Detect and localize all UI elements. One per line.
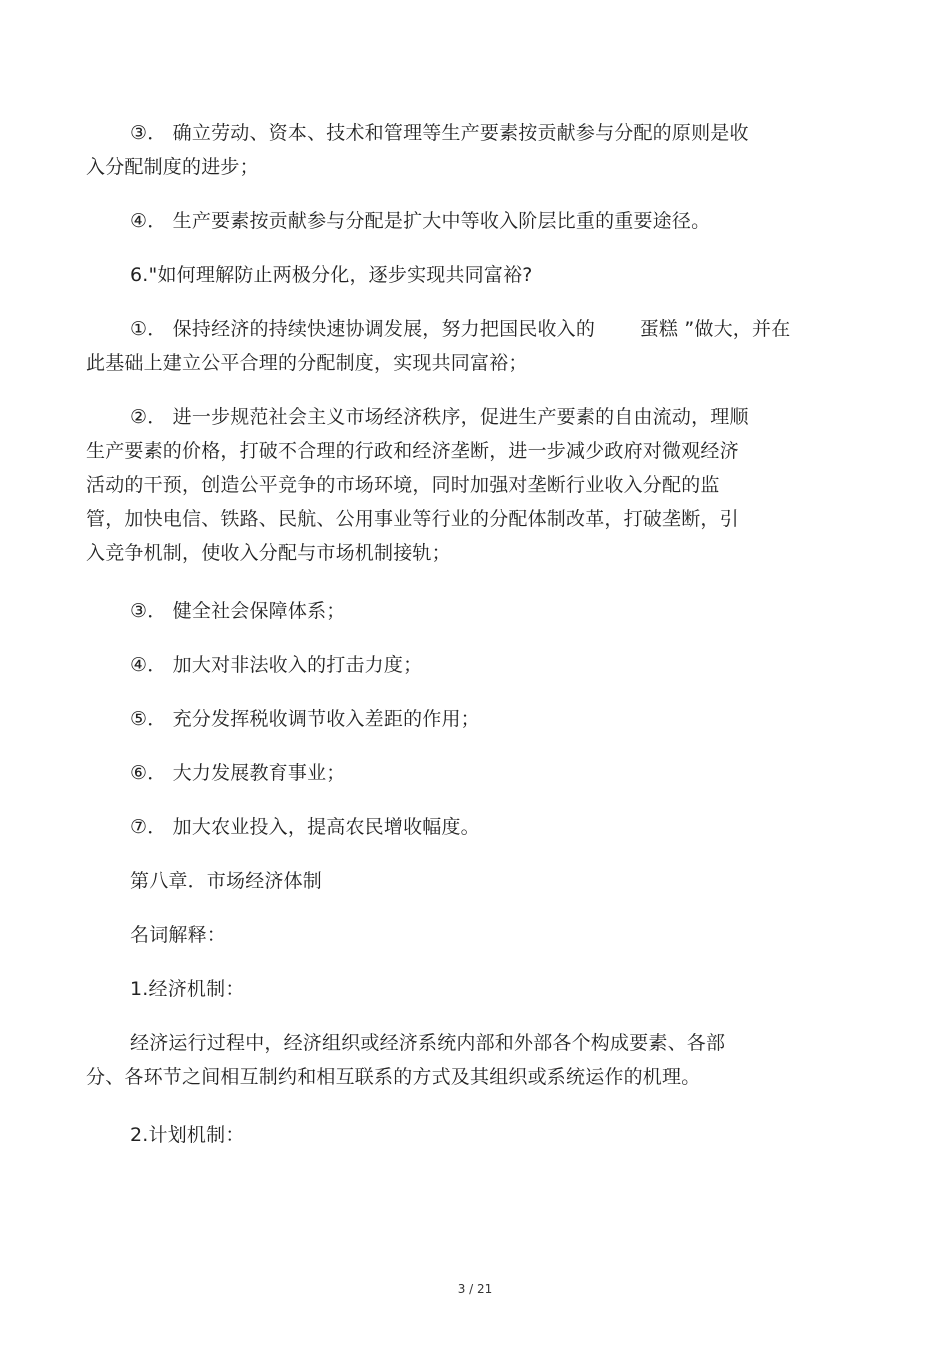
page-number: 3 / 21 [457,1282,493,1296]
list-item: ③． 健全社会保障体系； [130,600,346,622]
paragraph-line: 活动的干预，创造公平竞争的市场环境，同时加强对垄断行业收入分配的监 [86,474,720,496]
paragraph-line: 入竞争机制，使收入分配与市场机制接轨； [86,542,451,564]
paragraph-line: 入分配制度的进步； [86,156,259,178]
paragraph-line: ②． 进一步规范社会主义市场经济秩序，促进生产要素的自由流动，理顺 [130,406,749,428]
section-heading: 名词解释： [130,924,227,946]
paragraph-line: ③． 确立劳动、资本、技术和管理等生产要素按贡献参与分配的原则是收 [130,122,749,144]
list-item: ⑤． 充分发挥税收调节收入差距的作用； [130,708,480,730]
chapter-heading: 第八章．市场经济体制 [130,870,323,892]
list-item: ⑦． 加大农业投入，提高农民增收幅度。 [130,816,480,838]
paragraph-line: 生产要素的价格，打破不合理的行政和经济垄断，进一步减少政府对微观经济 [86,440,739,462]
list-item: ④． 加大对非法收入的打击力度； [130,654,423,676]
paragraph-line: ④． 生产要素按贡献参与分配是扩大中等收入阶层比重的重要途径。 [130,210,711,232]
term-heading: 2.计划机制： [130,1124,245,1146]
question-heading: 6."如何理解防止两极分化，逐步实现共同富裕? [130,264,533,286]
paragraph-line: 此基础上建立公平合理的分配制度，实现共同富裕； [86,352,528,374]
paragraph-line: 管，加快电信、铁路、民航、公用事业等行业的分配体制改革，打破垄断，引 [86,508,739,530]
list-item: ⑥． 大力发展教育事业； [130,762,346,784]
paragraph-line: 分、各环节之间相互制约和相互联系的方式及其组织或系统运作的机理。 [86,1066,701,1088]
paragraph-line: 经济运行过程中，经济组织或经济系统内部和外部各个构成要素、各部 [130,1032,726,1054]
paragraph-line: ①． 保持经济的持续快速协调发展，努力把国民收入的 蛋糕 ”做大，并在 [130,318,791,340]
term-heading: 1.经济机制： [130,978,245,1000]
